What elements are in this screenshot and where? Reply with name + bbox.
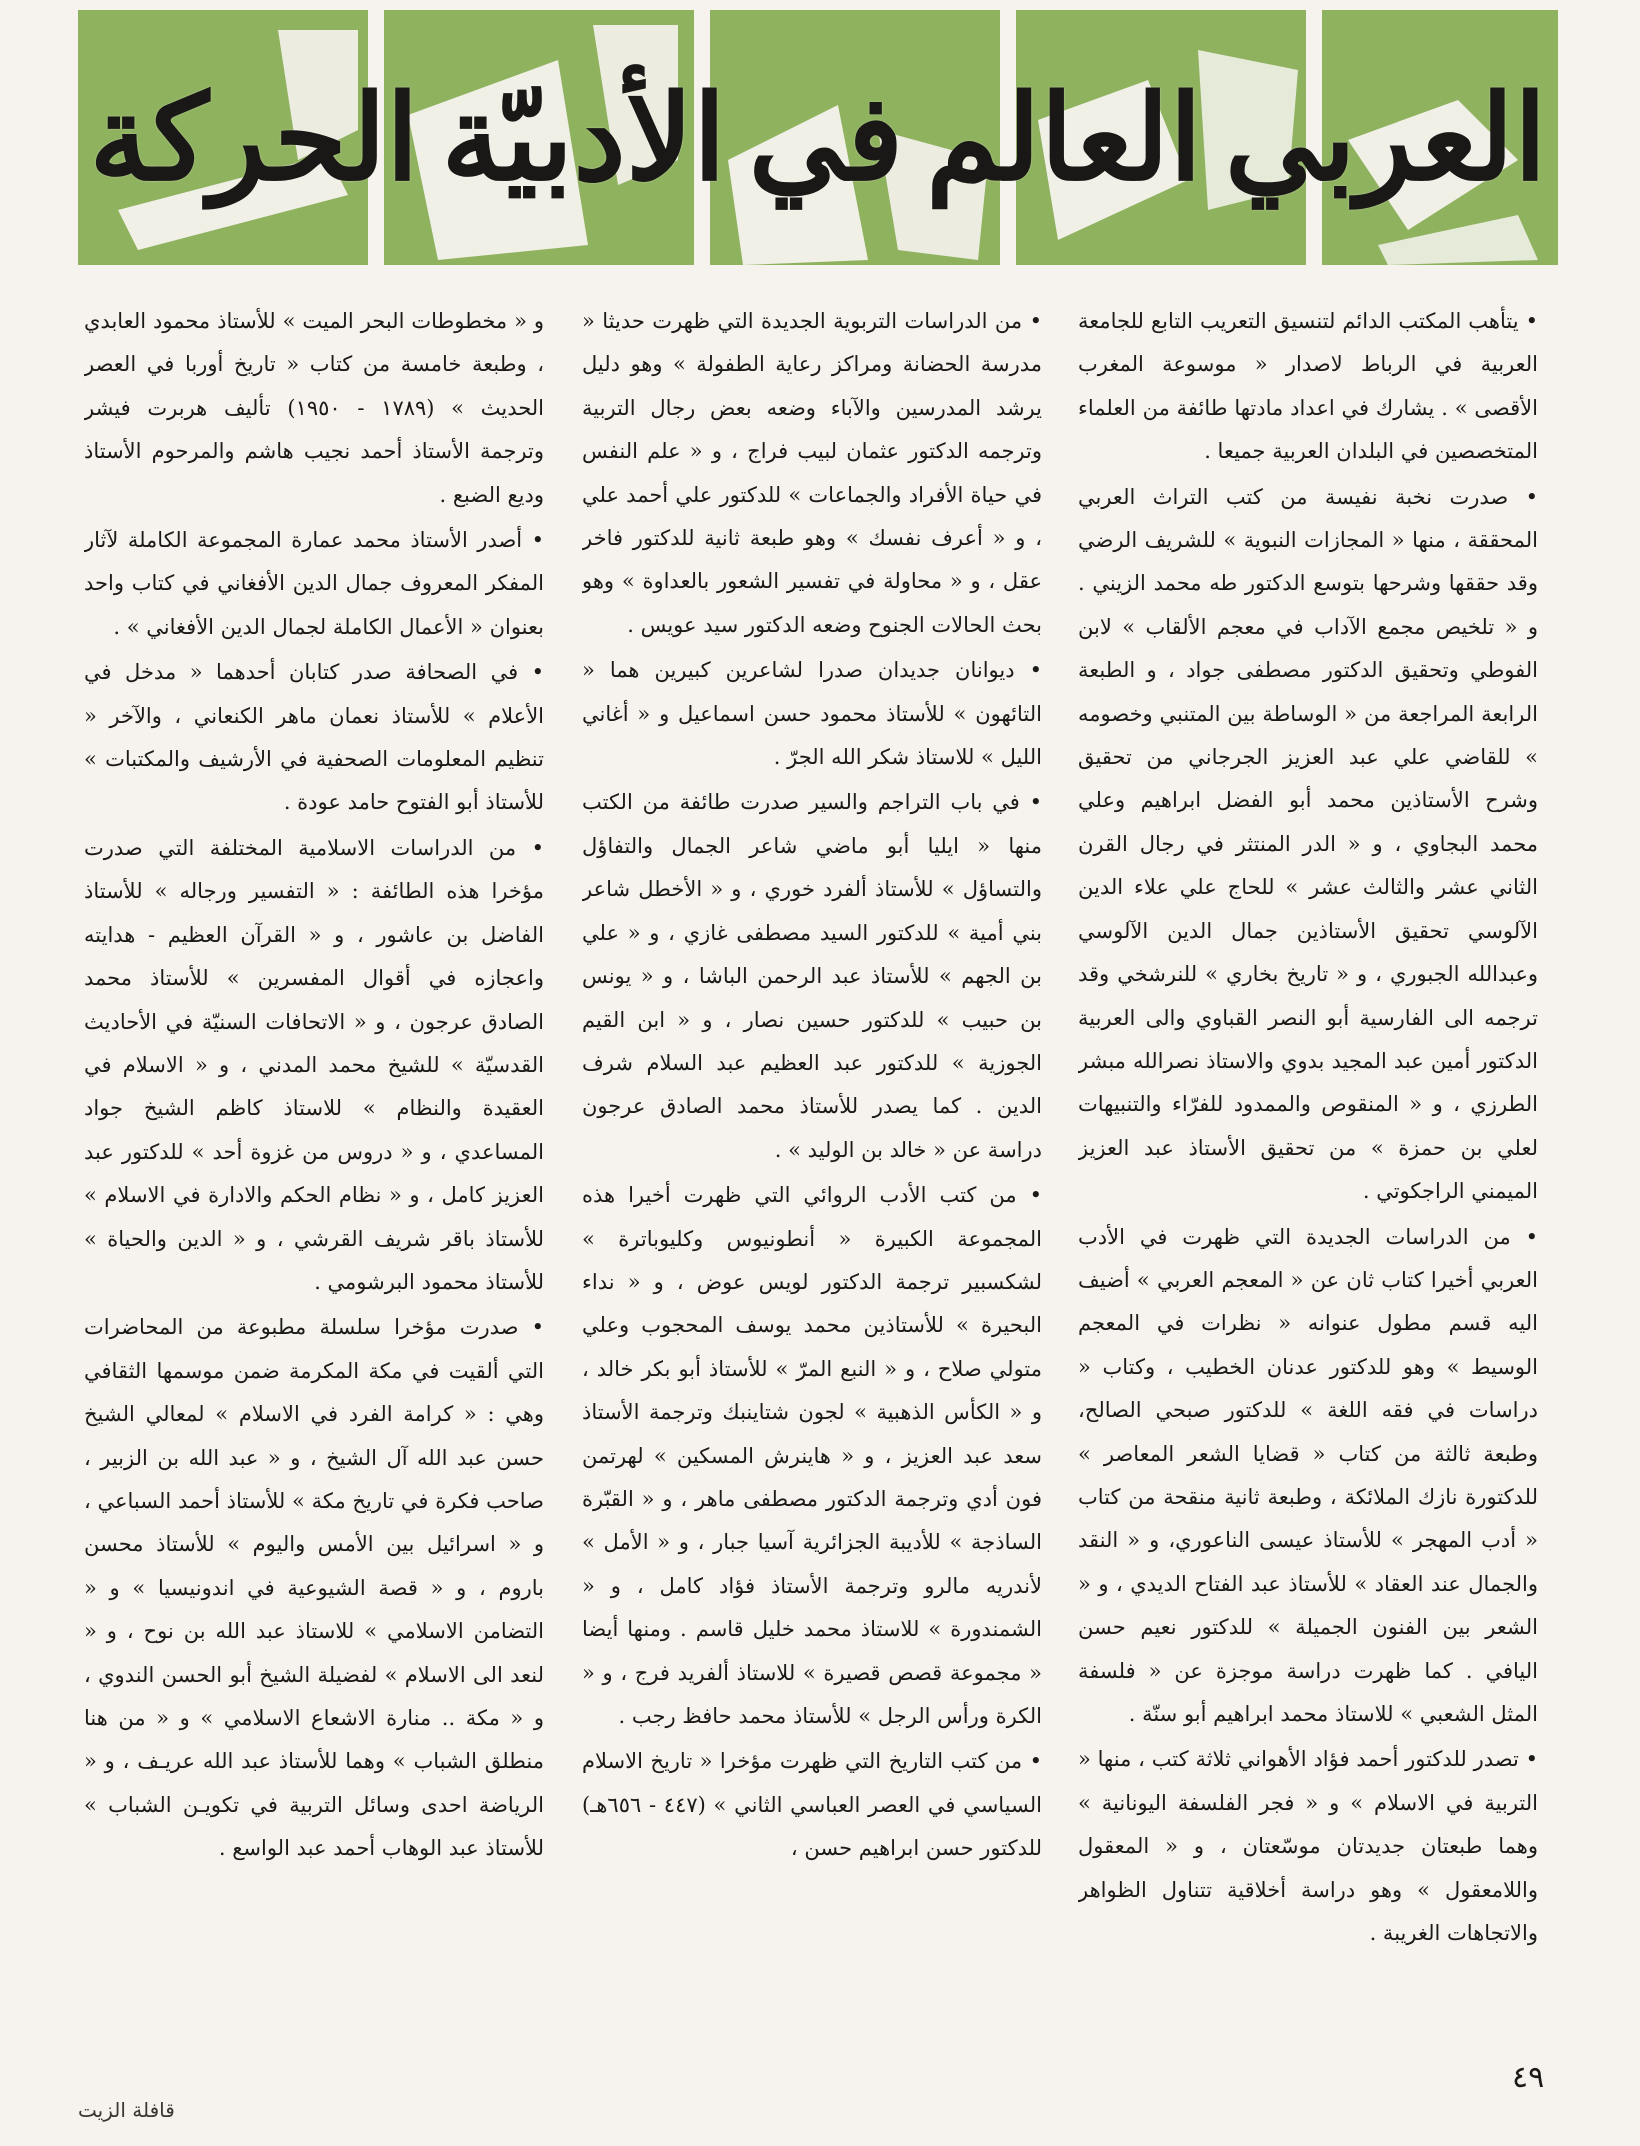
paragraph: • من الدراسات التربوية الجديدة التي ظهرت حديثا « مدرسة الحضانة ومراكز رعاية الطفولة » وهو دليل يرشد المدرسين والآباء وضعه بعض رجال التربية وترجمه الدكتور عثمان لبيب فراج ، و « علم النفس في حياة الأفراد والجماعات » للدكتور علي أحمد علي ، و « أعرف نفسك » وهو طبعة ثانية للدكتور فاخر عقل ، و « محاولة في تفسير الشعور بالعداوة » وهو بحث الحالات الجنوح وضعه الدكتور سيد عويس . [582, 309, 1042, 637]
magazine-name: قافلة الزيت [78, 2098, 175, 2122]
paragraph: • يتأهب المكتب الدائم لتنسيق التعريب التابع للجامعة العربية في الرباط لاصدار « موسوعة المغرب الأقصى » . يشارك في اعداد مادتها طائفة من العلماء المتخصصين في البلدان العربية جميعا . [1078, 309, 1538, 464]
paragraph: • من الدراسات الاسلامية المختلفة التي صدرت مؤخرا هذه الطائفة : « التفسير ورجاله » للأستاذ الفاضل بن عاشور ، و « القرآن العظيم - هدايته واعجازه في أقوال المفسرين » للأستاذ محمد الصادق عرجون ، و « الاتحافات السنيّة في الأحاديث القدسيّة » للشيخ محمد المدني ، و « الاسلام في العقيدة والنظام » للاستاذ كاظم الشيخ جواد المساعدي ، و « دروس من غزوة أحد » للدكتور عبد العزيز كامل ، و « نظام الحكم والادارة في الاسلام » للأستاذ باقر شريف القرشي ، و « الدين والحياة » للأستاذ محمود البرشومي . [84, 835, 544, 1294]
headline-word-4: العالم [925, 67, 1203, 207]
article-body [0, 300, 1640, 2060]
headline-word-1: الحركة [89, 67, 419, 207]
page-number: ٤٩ [1512, 2060, 1545, 2095]
title-banner [78, 10, 1558, 265]
paragraph: • صدرت نخبة نفيسة من كتب التراث العربي المحققة ، منها « المجازات النبوية » للشريف الرضي وقد حققها وشرحها بتوسع الدكتور طه محمد الزيني . و « تلخيص مجمع الآداب في معجم الألقاب » لابن الفوطي وتحقيق الدكتور مصطفى جواد ، و الطبعة الرابعة المراجعة من « الوساطة بين المتنبي وخصومه » للقاضي علي عبد العزيز الجرجاني من تحقيق وشرح الأستاذين محمد أبو الفضل ابراهيم وعلي محمد البجاوي ، و « الدر المنتثر في رجال القرن الثاني عشر والثالث عشر » للحاج علي علاء الدين الآلوسي تحقيق الأستاذين جمال الدين الآلوسي وعبدالله الجبوري ، و « تاريخ بخاري » للنرشخي وقد ترجمه الى الفارسية أبو النصر القباوي والى العربية الدكتور أمين عبد المجيد بدوي والاستاذ نصرالله مبشر الطرزي ، و « المنقوص والممدود للفرّاء والتنبيهات لعلي بن حمزة » من تحقيق الأستاذ عبد العزيز الميمني الراجكوتي . [1078, 484, 1538, 1204]
headline-word-3: في [748, 67, 904, 207]
column-left [84, 300, 544, 2060]
paragraph: و « مخطوطات البحر الميت » للأستاذ محمود العابدي ، وطبعة خامسة من كتاب « تاريخ أوربا في العصر الحديث » (١٧٨٩ - ١٩٥٠) تأليف هربرت فيشر وترجمة الأستاذ أحمد نجيب هاشم والمرحوم الأستاذ وديع الضبع . [84, 309, 544, 507]
paragraph: • من كتب الأدب الروائي التي ظهرت أخيرا هذه المجموعة الكبيرة « أنطونيوس وكليوباترة » لشكسبير ترجمة الدكتور لويس عوض ، و « نداء البحيرة » للأستاذين محمد يوسف المحجوب وعلي متولي صلاح ، و « النبع المرّ » للأستاذ أبو بكر خالد ، و « الكأس الذهبية » لجون شتاينبك وترجمة الأستاذ سعد عبد العزيز ، و « هاينرش المسكين » لهرتمن فون أدي وترجمة الدكتور مصطفى ماهر ، و « القبّرة الساذجة » للأديبة الجزائرية آسيا جبار ، و « الأمل » لأندريه مالرو وترجمة الأستاذ فؤاد كامل ، و « الشمندورة » للاستاذ محمد خليل قاسم . ومنها أيضا « مجموعة قصص قصيرة » للاستاذ ألفريد فرج ، و « الكرة ورأس الرجل » للأستاذ محمد حافظ رجب . [582, 1183, 1042, 1728]
paragraph: • أصدر الأستاذ محمد عمارة المجموعة الكاملة لآثار المفكر المعروف جمال الدين الأفغاني في كتاب واحد بعنوان « الأعمال الكاملة لجمال الدين الأفغاني » . [84, 528, 544, 639]
paragraph: • صدرت مؤخرا سلسلة مطبوعة من المحاضرات التي ألقيت في مكة المكرمة ضمن موسمها الثقافي وهي : « كرامة الفرد في الاسلام » لمعالي الشيخ حسن عبد الله آل الشيخ ، و « عبد الله بن الزبير ، صاحب فكرة في تاريخ مكة » للأستاذ أحمد السباعي ، و « اسرائيل بين الأمس واليوم » للأستاذ محسن باروم ، و « قصة الشيوعية في اندونيسيا » و « التضامن الاسلامي » للاستاذ عبد الله بن نوح ، و « لنعد الى الاسلام » لفضيلة الشيخ أبو الحسن الندوي ، و « مكة .. منارة الاشعاع الاسلامي » و « من هنا منطلق الشباب » وهما للأستاذ عبد الله عريـف ، و « الرياضة احدى وسائل التربية في تكويـن الشباب » للأستاذ عبد الوهاب أحمد عبد الواسع . [84, 1315, 544, 1861]
column-middle [582, 300, 1042, 2060]
banner-artwork [78, 10, 1558, 265]
column-right [1078, 300, 1538, 2060]
paragraph: • ديوانان جديدان صدرا لشاعرين كبيرين هما « التائهون » للأستاذ محمود حسن اسماعيل و « أغاني الليل » للاستاذ شكر الله الجرّ . [582, 658, 1042, 770]
paragraph: • في الصحافة صدر كتابان أحدهما « مدخل في الأعلام » للأستاذ نعمان ماهر الكنعاني ، والآخر « تنظيم المعلومات الصحفية في الأرشيف والمكتبات » للأستاذ أبو الفتوح حامد عودة . [84, 660, 544, 815]
paragraph: • من كتب التاريخ التي ظهرت مؤخرا « تاريخ الاسلام السياسي في العصر العباسي الثاني » (٤٤٧ - ٦٥٦هـ) للدكتور حسن ابراهيم حسن ، [582, 1749, 1042, 1861]
headline-word-2: الأدبيّة [441, 67, 726, 207]
paragraph: • في باب التراجم والسير صدرت طائفة من الكتب منها « ايليا أبو ماضي شاعر الجمال والتفاؤل والتساؤل » للأستاذ ألفرد خوري ، و « الأخطل شاعر بني أمية » للدكتور السيد مصطفى غازي ، و « علي بن الجهم » للأستاذ عبد الرحمن الباشا ، و « يونس بن حبيب » للدكتور حسين نصار ، و « ابن القيم الجوزية » للدكتور عبد العظيم عبد السلام شرف الدين . كما يصدر للأستاذ محمد الصادق عرجون دراسة عن « خالد بن الوليد » . [582, 790, 1042, 1162]
paragraph: • من الدراسات الجديدة التي ظهرت في الأدب العربي أخيرا كتاب ثان عن « المعجم العربي » أضيف اليه قسم مطول عنوانه « نظرات في المعجم الوسيط » وهو للدكتور عدنان الخطيب ، وكتاب « دراسات في فقه اللغة » للدكتور صبحي الصالح، وطبعة ثالثة من كتاب « قضايا الشعر المعاصر » للدكتورة نازك الملائكة ، وطبعة ثانية منقحة من كتاب « أدب المهجر » للأستاذ عيسى الناعوري، و « النقد والجمال عند العقاد » للأستاذ عبد الفتاح الديدي ، و « الشعر بين الفنون الجميلة » للدكتور نعيم حسن اليافي . كما ظهرت دراسة موجزة عن « فلسفة المثل الشعبي » للاستاذ محمد ابراهيم أبو سنّة . [1078, 1224, 1538, 1726]
paragraph: • تصدر للدكتور أحمد فؤاد الأهواني ثلاثة كتب ، منها « التربية في الاسلام » و « فجر الفلسفة اليونانية » وهما طبعتان جديدتان موسّعتان ، و « المعقول واللامعقول » وهو دراسة أخلاقية تتناول الظواهر والاتجاهات الغريبة . [1078, 1747, 1538, 1946]
headline-word-5: العربي [1224, 67, 1547, 207]
